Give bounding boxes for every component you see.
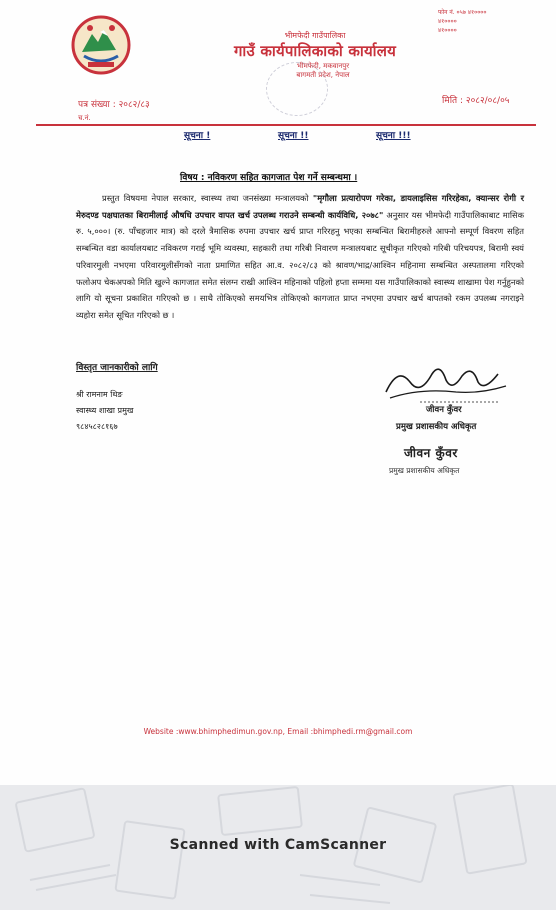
scanner-footer [0,785,556,910]
website-email: Website :www.bhimphedimun.gov.np, Email :bhimphedi.rm@gmail.com [143,727,413,736]
address-line-1: भीमफेदी, मकवानपुर [296,62,350,70]
office-stamp [266,62,328,116]
body-rest: अनुसार यस भीमफेदी गाउँपालिकाबाट मासिक रु. ५,०००। (रु. पाँचहजार मात्र) को दरले त्रैमासिक रुपमा उपचार खर्च प्राप्त गरिरहनु भएका सम्बन्धित बिरामीहरुले आफ्नो सम्पूर्ण विवरण सहित सम्बन्धित वडा कार्यालयबाट नविकरण गराई भूमि व्यवस्था, सहकारी तथा गरिबी निवारण मन्त्रालयबाट सूचीकृत गरिएको गरिबी परिचयपत्र, बिरामी स्वयं परिवारमुली नभएमा परिवारमुलीसँगको नाता प्रमाणित सहित आ.व. २०८२/८३ को श्रावण/भाद्र/आश्विन महिनामा सम्बन्धित अस्पतालमा गरिएको फलोअप चेकअपको मिति खुल्ने कागजात समेत संलग्न राखी आश्विन महिनाको पहिलो हप्ता सम्ममा यस गाउँपालिकाको स्वास्थ्य शाखामा पेश गर्नुहुनको लागि यो सूचना प्रकाशित गरिएको छ । साथै तोकिएको समयभित्र तोकिएको कागजात प्राप्त नभएमा उपचार खर्च बापतको रकम उपलब्ध नगराइने व्यहोरा समेत सूचित गरिएको छ । [76,209,524,320]
body-intro: प्रस्तुत विषयमा नेपाल सरकार, स्वास्थ्य तथा जनसंख्या मन्त्रालयको [102,193,313,203]
signatory-title: प्रमुख प्रशासकीय अधिकृत [396,422,477,432]
office-title: गाउँ कार्यपालिकाको कार्यालय [233,42,397,60]
phone-line-3: ४१०००० [438,27,457,34]
handwritten-signature [380,352,510,404]
subject-line: विषय : नविकरण सहित कागजात पेश गर्ने सम्बन्धमा । [180,173,358,183]
notice-label-1: सूचना ! [184,131,211,141]
contact-role: स्वास्थ्य शाखा प्रमुख [76,406,134,415]
camscanner-watermark: Scanned with CamScanner [169,837,387,853]
notice-label-3: सूचना !!! [376,131,411,141]
contact-name: श्री रामनाम थिङ [76,390,123,399]
phone-numbers [438,8,538,35]
phone-line-2: ४१०००० [438,18,457,25]
header-divider [36,124,536,126]
reference-number: पत्र संख्या : २०८२/८३ [78,100,150,110]
stamp-title: प्रमुख प्रशासकीय अधिकृत [389,466,460,475]
phone-line-1: फोन नं. ०५७ ४१०००० [438,9,487,16]
office-subtitle: भीमफेदी गाउँपालिका [284,31,346,40]
signatory-name: जीवन कुँवर [426,405,462,415]
contact-phone: ९८४५८२८१६७ [76,422,118,431]
notice-body [76,190,524,324]
dispatch-number: च.नं. [78,114,91,122]
address-line-2: बागमती प्रदेश, नेपाल [296,71,350,79]
notice-label-2: सूचना !! [278,131,309,141]
nepal-emblem-icon [70,12,132,78]
letter-date: मिति : २०८२/०८/०५ [442,96,510,106]
stamp-name: जीवन कुँवर [404,446,458,460]
contact-heading: विस्तृत जानकारीको लागि [76,363,158,373]
contact-block [76,387,133,435]
body-bold-title: "मृगौला प्रत्यारोपण गरेका, डायलाइसिस गरिरहेका, क्यान्सर रोगी र मेरुदण्ड पक्षघातका बिरामीलाई औषधि उपचार वापत खर्च उपलब्ध गराउने सम्बन्धी कार्यविधि, २०७८" [76,193,524,220]
